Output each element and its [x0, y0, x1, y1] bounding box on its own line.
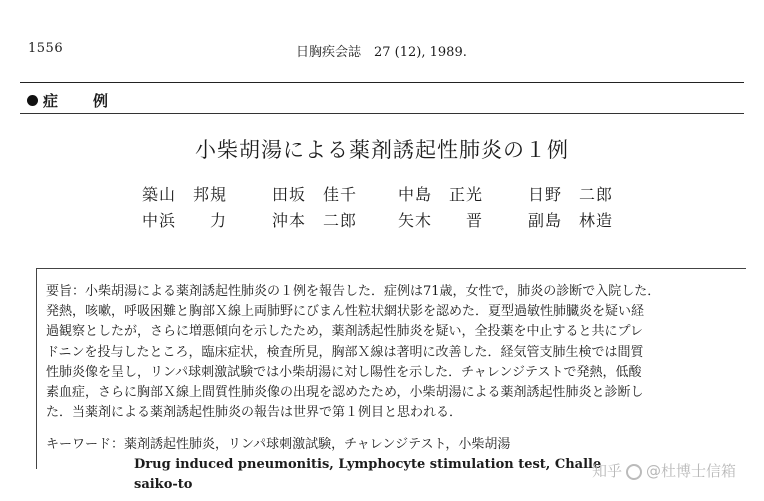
author-list [0, 182, 764, 234]
abstract-line: 要旨：小柴胡湯による薬剤誘起性肺炎の１例を報告した．症例は71歳，女性で，肺炎の診断で入院した． [46, 284, 661, 299]
article-title: 小柴胡湯による薬剤誘起性肺炎の１例 [195, 138, 569, 162]
section-heading [27, 90, 118, 111]
abstract-line: 性肺炎像を呈し，リンパ球刺激試験では小柴胡湯に対し陽性を示した．チャレンジテストで発熱，低酸 [46, 364, 642, 380]
journal-reference: 日胸疾会誌 27 (12), 1989. [296, 45, 467, 60]
abstract-line: ドニンを投与したところ，臨床症状，検査所見，胸部Ｘ線は著明に改善した．経気管支肺生検では間質 [46, 344, 644, 360]
bullet-icon [27, 95, 38, 106]
keywords [46, 433, 510, 452]
author: 中浜 力 [142, 211, 228, 230]
author: 築山 邦規 [142, 185, 228, 204]
keywords-en-line: saiko-to [134, 477, 193, 492]
keywords-en-line: Drug induced pneumonitis, Lymphocyte stimulation test, Challe [134, 457, 602, 472]
author: 中島 正光 [398, 185, 484, 204]
author: 沖本 二郎 [272, 211, 358, 230]
section-divider-top [20, 82, 744, 83]
page-number: 1556 [28, 41, 64, 56]
abstract-line: 過観察としたが，さらに増悪傾向を示したため，薬剤誘起性肺炎を疑い，全投薬を中止すると共にプレ [46, 324, 643, 340]
watermark-text: 知乎 [591, 462, 622, 480]
section-divider-bottom [20, 113, 744, 114]
author-row [0, 182, 764, 208]
abstract-line: 発熱，咳嗽，呼吸困難と胸部Ｘ線上両肺野にびまん性粒状網状影を認めた．夏型過敏性肺臓炎を疑い経 [46, 304, 645, 320]
author: 副島 林造 [528, 211, 614, 230]
author-row [0, 208, 764, 234]
watermark [592, 460, 736, 481]
section-label: 症 例 [43, 92, 119, 110]
author: 田坂 佳千 [272, 185, 358, 204]
author: 矢木 晋 [398, 211, 484, 230]
keywords-label: キーワード： [46, 437, 125, 452]
author: 日野 二郎 [528, 185, 614, 204]
keywords-en [134, 455, 601, 495]
watermark-text: @杜博士信箱 [645, 462, 736, 480]
keywords-ja: 薬剤誘起性肺炎，リンパ球刺激試験，チャレンジテスト，小柴胡湯 [124, 437, 511, 452]
abstract-line: 素血症，さらに胸部Ｘ線上間質性肺炎像の出現を認めたため，小柴胡湯による薬剤誘起性肺炎と診断し [46, 385, 644, 401]
abstract [46, 282, 746, 423]
abstract-line: た．当薬剤による薬剤誘起性肺炎の報告は世界で第１例目と思われる． [46, 405, 463, 421]
paw-icon [626, 464, 642, 480]
